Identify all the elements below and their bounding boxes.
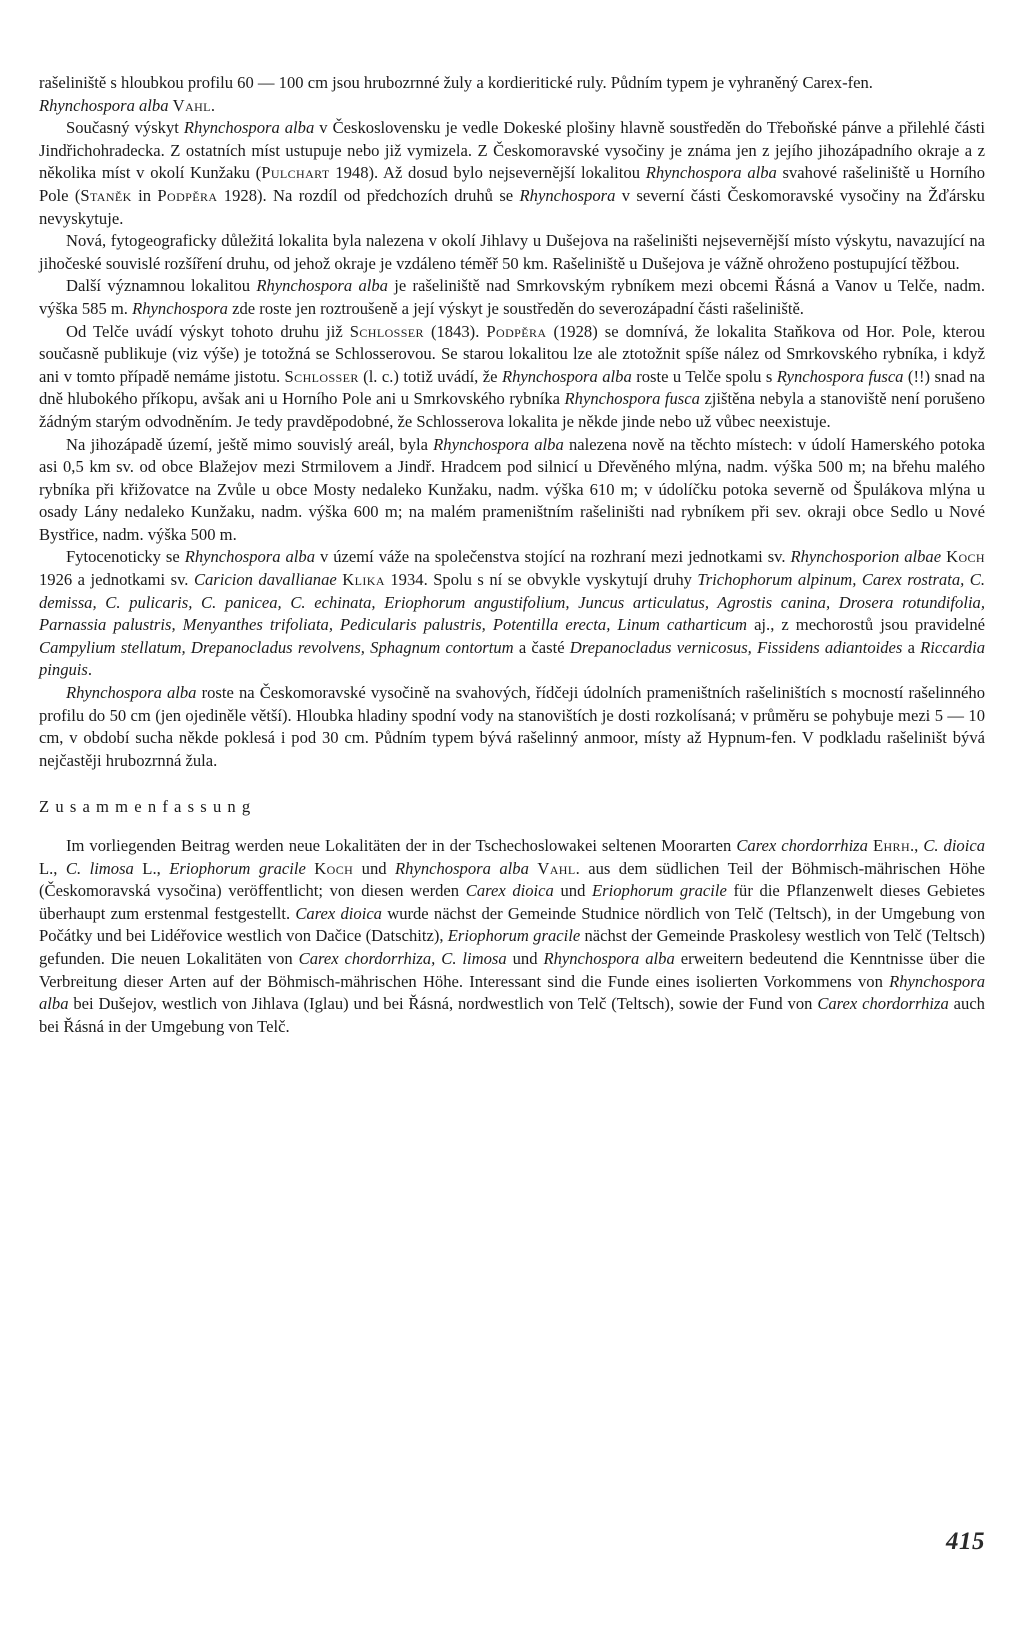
text-run: ., <box>910 836 924 855</box>
italic-taxon-text: Rhynchospora fusca <box>564 389 700 409</box>
text-run: auch bei Řásná in der Umgebung von Telč. <box>39 994 985 1036</box>
author-name-smallcaps: Pulchart <box>261 163 330 183</box>
italic-taxon-text: Trichophorum alpinum, Carex rostrata, C. demissa, C. pulicaris, C. panicea, C. echinata, Eriophorum angustifolium, Juncus articulatus, Agrostis canina, Drosera rotundifolia, Parnassia palustris, Menyanthes trifoliata, Pedicularis palustris, Potentilla erecta, Linum catharticum <box>39 570 985 635</box>
paragraph <box>39 95 985 118</box>
page-body <box>39 72 985 1038</box>
text-run: Na jihozápadě území, ještě mimo souvislý areál, byla <box>66 434 434 454</box>
author-name-smallcaps: Klika <box>342 570 385 590</box>
text-run: und <box>553 881 593 901</box>
italic-taxon-text: Rhynchospora <box>519 185 616 205</box>
paragraph <box>39 434 985 547</box>
italic-taxon-text: Campylium stellatum, Drepanocladus revolvens, Sphagnum contortum <box>39 637 514 657</box>
paragraph <box>39 546 985 682</box>
italic-taxon-text: Carex dioica <box>465 881 554 901</box>
text-run: nächst der Gemeinde Praskolesy westlich von Telč (Teltsch) gefunden. Die neuen Lokalitäten von <box>39 926 985 968</box>
italic-taxon-text: Rhynchospora <box>132 298 228 318</box>
italic-taxon-text: Rhynchospora alba <box>256 276 388 296</box>
text-run: Od Telče uvádí výskyt tohoto druhu již <box>66 321 350 341</box>
italic-taxon-text: Caricion davallianae <box>193 570 337 590</box>
author-name-smallcaps: Vahl <box>172 95 211 115</box>
italic-taxon-text: Carex chordorrhiza <box>817 994 949 1014</box>
italic-taxon-text: Rhynchospora alba <box>433 434 564 454</box>
text-run: (1928) se domnívá, že lokalita Staňkova od Hor. Pole, kterou současně publikuje (viz výše) je totožná se Schlosserovou. Se starou lokalitou lze ale ztotožnit spíše nález od Smrkovského rybníka, i když ani v tomto případě nemáme jistotu. <box>39 321 986 386</box>
italic-taxon-text: Rhynchospora alba <box>184 547 316 567</box>
author-name-smallcaps: Koch <box>314 858 354 878</box>
author-name-smallcaps: Ehrh <box>872 836 911 855</box>
text-run: a <box>902 637 921 657</box>
text-run: nalezena nově na těchto místech: v údolí Hamerského potoka asi 0,5 km sv. od obce Blažejov mezi Strmilovem a Jindř. Hradcem pod silnicí u Dřevěného mlýna, nadm. výška 500 m; na břehu malého rybníka při křižovatce na Zvůle u obce Mosty nedaleko Kunžaku, nadm. výška 610 m; v údolíčku potoka severně od Špulákova mlýna u osady Lány nedaleko Kunžaku, nadm. výška 600 m; na malém prameništním rašeliništi nad rybníkem při sev. okraji obce Sedlo u Nové Bystřice, nadm. výška 500 m. <box>39 434 985 544</box>
italic-taxon-text: Rhynchospora alba <box>645 163 777 183</box>
author-name-smallcaps: Koch <box>946 547 985 567</box>
text-run: bei Dušejov, westlich von Jihlava (Iglau) und bei Řásná, nordwestlich von Telč (Teltsch), sowie der Fund von <box>68 994 818 1014</box>
italic-taxon-text: Rhynchospora alba <box>395 858 529 878</box>
italic-taxon-text: C. limosa <box>65 858 134 878</box>
text-run: v území váže na společenstva stojící na rozhraní mezi jednotkami sv. <box>315 547 791 567</box>
text-run: für die Pflanzenwelt dieses Gebietes überhaupt zum erstenmal festgestellt. <box>39 881 986 923</box>
author-name-smallcaps: Podpěra <box>157 185 218 205</box>
text-run: und <box>506 948 544 968</box>
italic-taxon-text: Rhynchospora alba <box>66 683 197 703</box>
text-run: zde roste jen roztroušeně a její výskyt je soustředěn do severozápadní části rašeliniště. <box>227 298 804 318</box>
text-run: 1948). Až dosud bylo nejsevernější lokalitou <box>329 163 646 183</box>
italic-taxon-text: Carex dioica <box>295 903 382 923</box>
italic-taxon-text: Carex chordorrhiza <box>736 836 868 855</box>
german-summary-section <box>39 835 985 1038</box>
text-run: Nová, fytogeograficky důležitá lokalita byla nalezena v okolí Jihlavy u Dušejova na rašeliništi nejsevernější místo výskytu, navazující na jihočeské souvislé rozšíření druhu, od jehož okraje je vzdáleno téměř 50 km. Rašeliniště u Dušejova je vážně ohroženo postupující těžbou. <box>39 231 985 273</box>
text-run: in <box>131 185 158 205</box>
text-run: (1843). <box>423 321 487 341</box>
italic-taxon-text: Drepanocladus vernicosus, Fissidens adiantoides <box>569 637 903 657</box>
paragraph <box>39 321 985 434</box>
text-run: rašeliniště s hloubkou profilu 60 — 100 cm jsou hrubozrnné žuly a kordieritické ruly. Půdním typem je vyhraněný Carex-fen. <box>39 73 873 92</box>
paragraph <box>39 275 985 320</box>
text-run: . <box>87 660 93 680</box>
text-run: a časté <box>513 637 570 657</box>
paragraph <box>39 682 985 772</box>
italic-taxon-text: Carex chordorrhiza, C. limosa <box>298 948 507 968</box>
section-heading: Zusammenfassung <box>39 797 257 817</box>
text-run: erweitern bedeutend die Kenntnisse über die Verbreitung dieser Arten auf der Böhmisch-mährischen Höhe. Interessant sind die Funde eines isolierten Vorkommens von <box>39 948 986 991</box>
author-name-smallcaps: Podpěra <box>486 321 547 341</box>
italic-taxon-text: Rhynchospora alba <box>183 118 315 138</box>
text-run: (l. c.) totiž uvádí, že <box>358 366 502 386</box>
text-run: wurde nächst der Gemeinde Studnice nördlich von Telč (Teltsch), in der Umgebung von Počátky und bei Lidéřovice westlich von Dačice (Datschitz), <box>39 903 985 946</box>
author-name-smallcaps: Staněk <box>80 185 132 205</box>
text-run: L., <box>133 858 170 878</box>
text-run: . aus dem südlichen Teil der Böhmisch-mährischen Höhe (Českomoravská vysočina) veröffentlicht; von diesen werden <box>39 858 985 901</box>
text-run: Současný výskyt <box>66 118 184 138</box>
italic-taxon-text: Eriophorum gracile <box>592 881 727 901</box>
italic-taxon-text: Rhynchospora alba <box>543 948 675 968</box>
text-run: v severní části Českomoravské vysočiny na Žďársku nevyskytuje. <box>39 185 985 228</box>
text-run: 1928). Na rozdíl od předchozích druhů se <box>217 185 520 205</box>
text-run: und <box>353 858 396 878</box>
italic-taxon-text: Rhynchospora alba <box>39 95 169 115</box>
text-run: aj., z mechorostů jsou pravidelné <box>747 615 985 635</box>
text-run: Další významnou lokalitou <box>66 276 257 296</box>
italic-taxon-text: Rhynchosporion albae <box>790 547 942 567</box>
text-run: Fytocenoticky se <box>66 547 185 567</box>
czech-text-section <box>39 72 985 772</box>
text-run: . <box>210 95 216 115</box>
text-run: 1926 a jednotkami sv. <box>39 570 194 590</box>
text-run: 1934. Spolu s ní se obvykle vyskytují druhy <box>384 570 698 590</box>
text-run: je rašeliniště nad Smrkovským rybníkem mezi obcemi Řásná a Vanov u Telče, nadm. výška 585 m. <box>39 276 985 318</box>
text-run: v Československu je vedle Dokeské plošiny hlavně soustředěn do Třeboňské pánve a přilehlé části Jindřichohradecka. Z ostatních míst ustupuje nebo již vymizela. Z Českomoravské vysočiny je známa jen z jejího jihozápadního okraje a z několika míst v okolí Kunžaku ( <box>39 118 986 183</box>
text-run: (!!) snad na dně hlubokého příkopu, avšak ani u Horního Pole ani u Smrkovského rybníka <box>39 366 985 409</box>
author-name-smallcaps: Vahl <box>537 858 576 878</box>
italic-taxon-text: Eriophorum gracile <box>447 926 581 946</box>
paragraph <box>39 230 985 275</box>
italic-taxon-text: C. dioica <box>923 836 985 855</box>
text-run: Im vorliegenden Beitrag werden neue Lokalitäten der in der Tschechoslowakei seltenen Moorarten <box>66 836 737 855</box>
italic-taxon-text: Rhynchospora alba <box>39 971 985 1014</box>
paragraph <box>39 72 985 95</box>
italic-taxon-text: Eriophorum gracile <box>169 858 306 878</box>
italic-taxon-text: Riccardia pinguis <box>39 637 985 680</box>
author-name-smallcaps: Schlosser <box>349 321 424 341</box>
text-run: roste na Českomoravské vysočině na svahových, řídčeji údolních prameništních rašeliništích s mocností rašelinného profilu do 50 cm (jen ojediněle větší). Hloubka hladiny spodní vody na stanovištích je dosti rozkolísaná; v průměru se pohybuje mezi 5 — 10 cm, v období sucha někde poklesá i pod 30 cm. Půdním typem bývá rašelinný anmoor, místy až Hypnum-fen. V podkladu rašeliništ bývá nejčastěji hrubozrnná žula. <box>39 683 985 770</box>
paragraph <box>39 835 985 1038</box>
text-run: zjištěna nebyla a stanoviště není porušeno žádným starým odvodněním. Je tedy pravděpodobné, že Schlosserova lokalita je někde jinde nebo už vůbec neexistuje. <box>39 389 986 431</box>
text-run: roste u Telče spolu s <box>631 366 777 386</box>
page-number: 415 <box>946 1528 985 1555</box>
italic-taxon-text: Rhynchospora alba <box>501 366 632 386</box>
author-name-smallcaps: Schlosser <box>284 366 359 386</box>
text-run: L., <box>39 858 66 878</box>
italic-taxon-text: Rynchospora fusca <box>776 366 904 386</box>
paragraph <box>39 117 985 230</box>
text-run: svahové rašeliniště u Horního Pole ( <box>39 163 985 205</box>
